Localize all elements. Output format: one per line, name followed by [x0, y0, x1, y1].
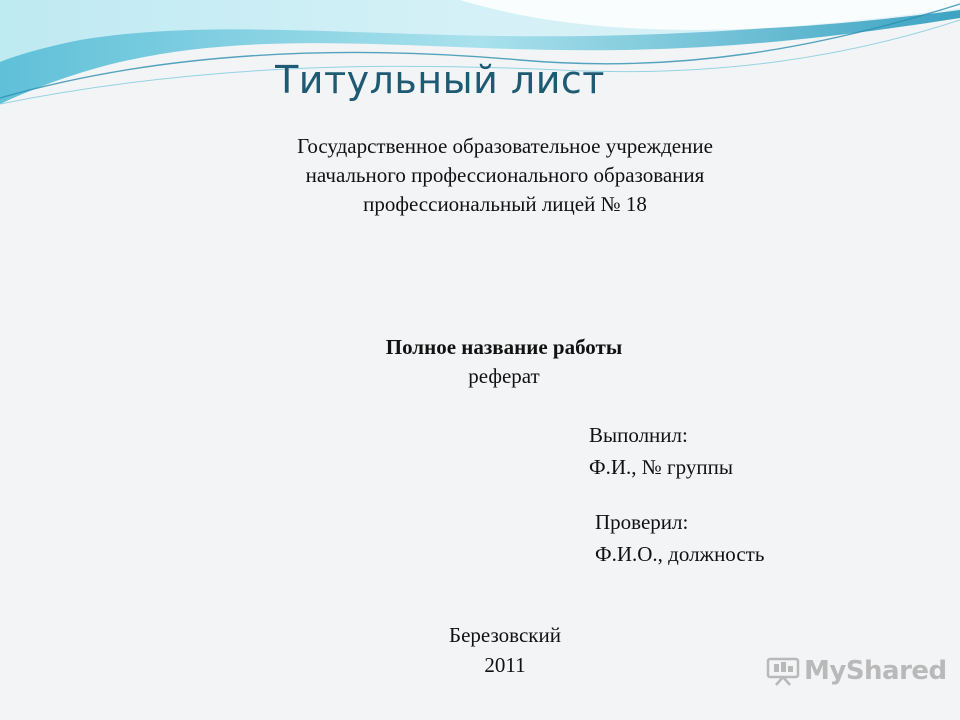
work-title: Полное название работы: [385, 335, 623, 359]
performed-by-block: [589, 419, 733, 483]
footer-block: [405, 620, 605, 680]
page-title: [0, 58, 960, 102]
page-title-text: Титульный лист: [275, 58, 605, 102]
presentation-board-icon: [766, 656, 800, 686]
performed-value: Ф.И., № группы: [589, 455, 733, 479]
checked-value: Ф.И.О., должность: [595, 542, 765, 566]
institution-block: [200, 132, 810, 219]
institution-line: начального профессионального образования: [305, 163, 705, 187]
city: Березовский: [449, 623, 561, 647]
checked-label: Проверил:: [595, 510, 689, 534]
watermark: [766, 656, 947, 686]
watermark-text: MyShared: [804, 656, 947, 686]
year: 2011: [484, 653, 526, 677]
institution-line: профессиональный лицей № 18: [363, 192, 647, 216]
performed-label: Выполнил:: [589, 423, 688, 447]
checked-by-block: [595, 506, 764, 570]
institution-line: Государственное образовательное учреждение: [297, 134, 713, 158]
work-type: реферат: [468, 364, 540, 388]
